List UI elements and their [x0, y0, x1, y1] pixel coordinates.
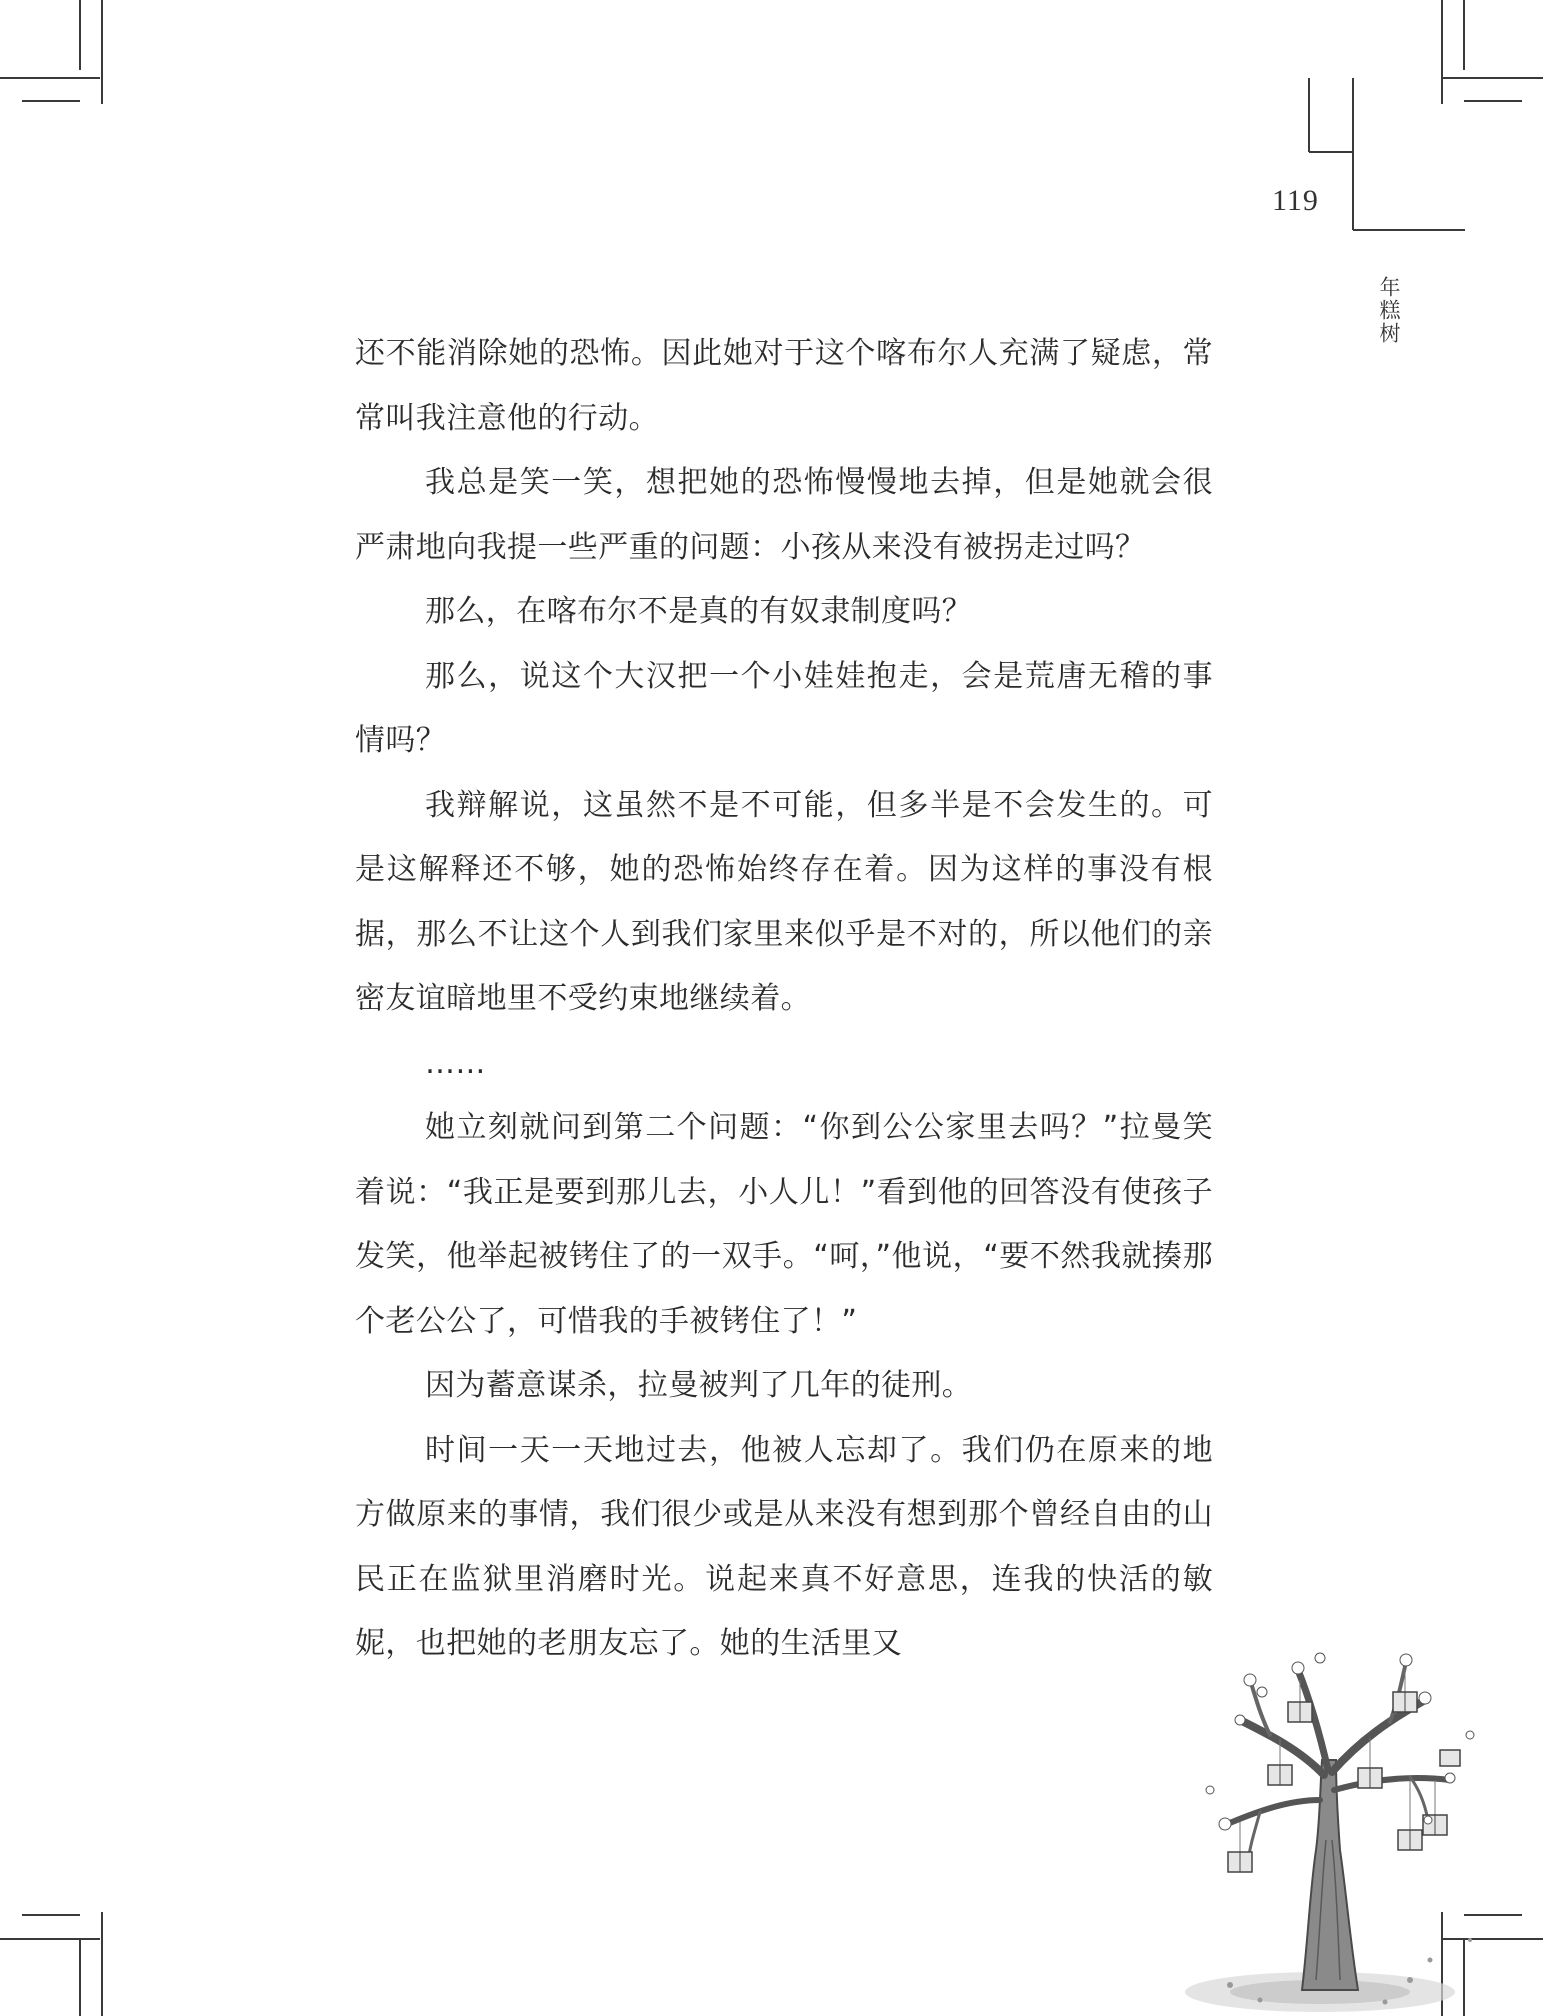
page-number: 119 — [1272, 184, 1319, 217]
crop-mark-bottom-left-horizontal — [0, 1938, 100, 1940]
header-rule-horizontal-bottom — [1353, 229, 1465, 231]
body-text — [355, 322, 1213, 1677]
crop-mark-top-right-outer-horizontal — [1464, 100, 1522, 102]
header-rule-vertical-right — [1352, 78, 1354, 230]
crop-mark-top-right-horizontal — [1442, 77, 1543, 79]
header-rule-horizontal-top — [1309, 151, 1352, 153]
header-rule-vertical-left — [1308, 78, 1310, 152]
paragraph: …… — [425, 1045, 486, 1081]
crop-mark-top-left-horizontal — [0, 77, 100, 79]
crop-mark-bottom-left-vertical — [79, 1940, 81, 2016]
paragraph: 因为蓄意谋杀，拉曼被判了几年的徒刑。 — [425, 1368, 973, 1403]
crop-mark-top-right-outer-vertical — [1463, 0, 1465, 70]
crop-mark-top-left-vertical — [101, 0, 103, 104]
crop-mark-top-left-outer-vertical — [79, 0, 81, 70]
paragraph: 还不能消除她的恐怖。因此她对于这个喀布尔人充满了疑虑，常常叫我注意他的行动。 — [355, 336, 1213, 436]
crop-mark-top-right-vertical — [1441, 0, 1443, 104]
crop-mark-top-left-outer-horizontal — [22, 100, 80, 102]
paragraph: 那么，说这个大汉把一个小娃娃抱走，会是荒唐无稽的事情吗？ — [355, 658, 1213, 758]
paragraph: 她立刻就问到第二个问题：“你到公公家里去吗？”拉曼笑着说：“我正是要到那儿去，小人儿！”看到他的回答没有使孩子发笑，他举起被铐住了的一双手。“呵，”他说，“要不然我就揍那个老公公了，可惜我的手被铐住了！” — [355, 1110, 1213, 1339]
paragraph: 我总是笑一笑，想把她的恐怖慢慢地去掉，但是她就会很严肃地向我提一些严重的问题：小孩从来没有被拐走过吗？ — [355, 465, 1213, 565]
running-head: 年糕树 — [1377, 276, 1401, 345]
paragraph: 我辩解说，这虽然不是不可能，但多半是不会发生的。可是这解释还不够，她的恐怖始终存在着。因为这样的事没有根据，那么不让这个人到我们家里来似乎是不对的，所以他们的亲密友谊暗地里不受约束地继续着。 — [355, 787, 1213, 1016]
crop-mark-bottom-left-outer-horizontal — [22, 1914, 80, 1916]
crop-mark-bottom-left-outer-vertical — [101, 1912, 103, 2016]
paragraph: 时间一天一天地过去，他被人忘却了。我们仍在原来的地方做原来的事情，我们很少或是从来没有想到那个曾经自由的山民正在监狱里消磨时光。说起来真不好意思，连我的快活的敏妮，也把她的老朋友忘了。她的生活里又 — [355, 1432, 1213, 1661]
tree-with-gift-boxes-icon — [1170, 1640, 1543, 2016]
paragraph: 那么，在喀布尔不是真的有奴隶制度吗？ — [425, 594, 973, 629]
